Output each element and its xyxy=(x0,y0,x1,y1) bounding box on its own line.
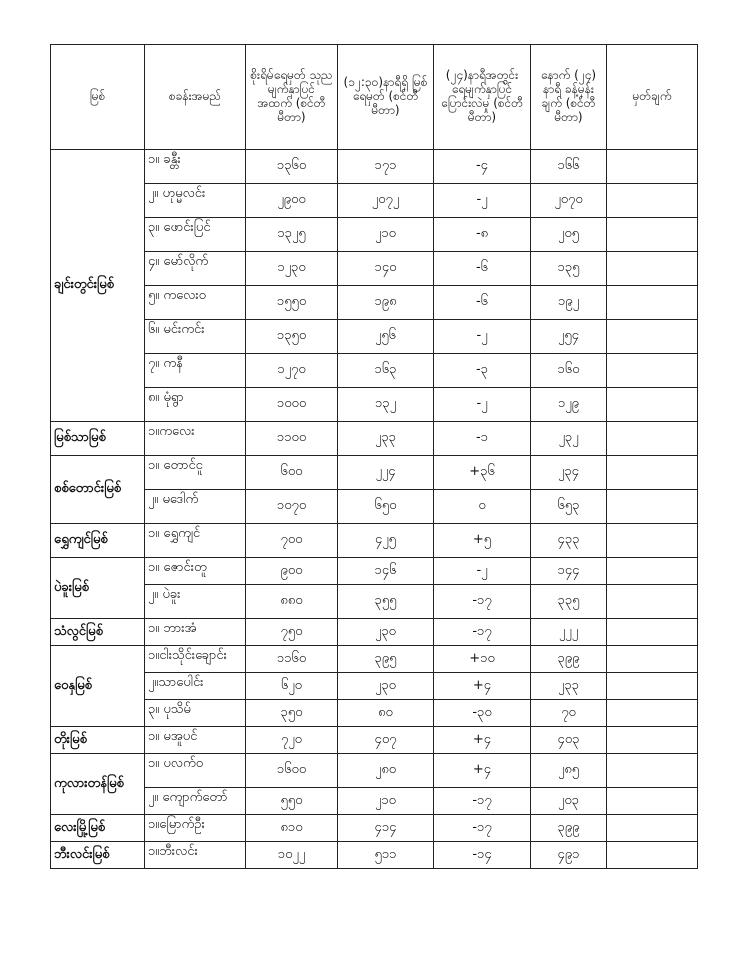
change-cell: -၁၇ xyxy=(434,788,531,815)
change-cell: +၃၆ xyxy=(434,456,531,490)
change-cell: +၄ xyxy=(434,727,531,754)
change-cell: +၅ xyxy=(434,524,531,558)
station-name: ၂။သာပေါင်း xyxy=(145,673,246,700)
change-cell: -၁၇ xyxy=(434,619,531,646)
forecast-cell: ၄၉၁ xyxy=(531,842,607,869)
station-name: ၇။ ကနီ xyxy=(145,354,246,388)
remark-cell xyxy=(607,619,698,646)
change-cell: -၂ xyxy=(434,320,531,354)
remark-cell xyxy=(607,754,698,788)
table-row xyxy=(51,490,698,524)
danger-level-cell: ၅၅၀ xyxy=(246,788,338,815)
observed-level-cell: ၃၅၅ xyxy=(338,585,434,619)
forecast-cell: ၂၀၇၀ xyxy=(531,184,607,218)
forecast-cell: ၂၃၂ xyxy=(531,422,607,456)
remark-cell xyxy=(607,456,698,490)
danger-level-cell: ၁၂၃၀ xyxy=(246,252,338,286)
table-row xyxy=(51,754,698,788)
danger-level-cell: ၂၉၀၀ xyxy=(246,184,338,218)
danger-level-cell: ၁၃၂၅ xyxy=(246,218,338,252)
remark-cell xyxy=(607,842,698,869)
observed-level-cell: ၆၅၀ xyxy=(338,490,434,524)
station-name: ၂။ ဟုမ္မလင်း xyxy=(145,184,246,218)
table-row xyxy=(51,422,698,456)
observed-level-cell: ၈၀ xyxy=(338,700,434,727)
observed-level-cell: ၂၀၇၂ xyxy=(338,184,434,218)
header-forecast-24h: နောက် (၂၄) နာရီ ခန့်မှန်းချက် (စင်တီမီတာ) xyxy=(531,45,607,150)
table-row xyxy=(51,218,698,252)
observed-level-cell: ၁၃၂ xyxy=(338,388,434,422)
station-name: ၃။ ပုသိမ် xyxy=(145,700,246,727)
station-name: ၁။ ဇောင်းတူ xyxy=(145,558,246,585)
change-cell: -၃၀ xyxy=(434,700,531,727)
remark-cell xyxy=(607,354,698,388)
change-cell: +၄ xyxy=(434,754,531,788)
river-name: ဝေနှမြစ် xyxy=(51,646,145,727)
change-cell: -၁၇ xyxy=(434,815,531,842)
table-row xyxy=(51,354,698,388)
table-row xyxy=(51,524,698,558)
forecast-cell: ၁၃၅ xyxy=(531,252,607,286)
remark-cell xyxy=(607,558,698,585)
table-header xyxy=(51,45,698,150)
change-cell: -၂ xyxy=(434,558,531,585)
remark-cell xyxy=(607,422,698,456)
observed-level-cell: ၄၂၅ xyxy=(338,524,434,558)
station-name: ၂။ ကျောက်တော် xyxy=(145,788,246,815)
header-danger-level: စိုးရိမ်ရေမှတ် သုညမျက်နှာပြင် အထက် (စင်တီမီတာ) xyxy=(246,45,338,150)
forecast-cell: ၂၅၄ xyxy=(531,320,607,354)
header-change-24h: (၂၄)နာရီအတွင်း ရေမျက်နှာပြင် ပြောင်းလဲမှု (စင်တီမီတာ) xyxy=(434,45,531,150)
change-cell: +၄ xyxy=(434,673,531,700)
remark-cell xyxy=(607,490,698,524)
forecast-cell: ၁၉၂ xyxy=(531,286,607,320)
danger-level-cell: ၁၀၀၀ xyxy=(246,388,338,422)
station-name: ၂။ ပဲခူး xyxy=(145,585,246,619)
observed-level-cell: ၂၂၄ xyxy=(338,456,434,490)
remark-cell xyxy=(607,727,698,754)
observed-level-cell: ၁၉၈ xyxy=(338,286,434,320)
danger-level-cell: ၉၀၀ xyxy=(246,558,338,585)
change-cell: -၄ xyxy=(434,150,531,184)
table-row xyxy=(51,700,698,727)
table-row xyxy=(51,842,698,869)
forecast-cell: ၂၃၃ xyxy=(531,673,607,700)
table-row xyxy=(51,727,698,754)
change-cell: -၈ xyxy=(434,218,531,252)
danger-level-cell: ၆၀၀ xyxy=(246,456,338,490)
station-name: ၁။ ရွှေကျင် xyxy=(145,524,246,558)
station-name: ၂။ မဒေါက် xyxy=(145,490,246,524)
remark-cell xyxy=(607,252,698,286)
change-cell: -၁၇ xyxy=(434,585,531,619)
forecast-cell: ၁၆၀ xyxy=(531,354,607,388)
station-name: ၁။မြောက်ဦး xyxy=(145,815,246,842)
danger-level-cell: ၁၀၇၀ xyxy=(246,490,338,524)
remark-cell xyxy=(607,388,698,422)
forecast-cell: ၃၉၉ xyxy=(531,646,607,673)
table-row xyxy=(51,184,698,218)
forecast-cell: ၃၉၉ xyxy=(531,815,607,842)
table-row xyxy=(51,619,698,646)
river-name: ရွှေကျင်မြစ် xyxy=(51,524,145,558)
table-row xyxy=(51,646,698,673)
river-water-level-table xyxy=(50,44,698,869)
table-row xyxy=(51,815,698,842)
table-body xyxy=(51,150,698,869)
danger-level-cell: ၁၁၆၀ xyxy=(246,646,338,673)
danger-level-cell: ၁၂၇၀ xyxy=(246,354,338,388)
danger-level-cell: ၆၂၀ xyxy=(246,673,338,700)
forecast-cell: ၁၄၄ xyxy=(531,558,607,585)
forecast-cell: ၂၂၂ xyxy=(531,619,607,646)
table-row xyxy=(51,585,698,619)
station-name: ၁။ မအူပင် xyxy=(145,727,246,754)
change-cell: +၁၀ xyxy=(434,646,531,673)
remark-cell xyxy=(607,150,698,184)
station-name: ၁။ကလေး xyxy=(145,422,246,456)
change-cell: -၂ xyxy=(434,184,531,218)
change-cell: -၆ xyxy=(434,286,531,320)
station-name: ၈။ မုံရွာ xyxy=(145,388,246,422)
change-cell: -၆ xyxy=(434,252,531,286)
forecast-cell: ၁၆၆ xyxy=(531,150,607,184)
river-name: ဘီးလင်းမြစ် xyxy=(51,842,145,869)
station-name: ၁။ဘီးလင်း xyxy=(145,842,246,869)
danger-level-cell: ၈၈၀ xyxy=(246,585,338,619)
observed-level-cell: ၂၅၆ xyxy=(338,320,434,354)
header-river: မြစ် xyxy=(51,45,145,150)
observed-level-cell: ၅၁၁ xyxy=(338,842,434,869)
station-name: ၁။ တောင်ငူ xyxy=(145,456,246,490)
station-name: ၄။ မော်လိုက် xyxy=(145,252,246,286)
header-row xyxy=(51,45,698,150)
table-row xyxy=(51,150,698,184)
river-name: စစ်တောင်းမြစ် xyxy=(51,456,145,524)
danger-level-cell: ၁၁၀၀ xyxy=(246,422,338,456)
station-name: ၁။ ခန္တီး xyxy=(145,150,246,184)
table-row xyxy=(51,320,698,354)
change-cell: -၃ xyxy=(434,354,531,388)
river-name: တိုးမြစ် xyxy=(51,727,145,754)
river-name: ကုလားတန်မြစ် xyxy=(51,754,145,815)
observed-level-cell: ၃၉၅ xyxy=(338,646,434,673)
danger-level-cell: ၁၀၂၂ xyxy=(246,842,338,869)
observed-level-cell: ၂၃၀ xyxy=(338,619,434,646)
danger-level-cell: ၁၆၀၀ xyxy=(246,754,338,788)
change-cell: -၁၄ xyxy=(434,842,531,869)
observed-level-cell: ၁၆၃ xyxy=(338,354,434,388)
river-name: မြစ်သာမြစ် xyxy=(51,422,145,456)
remark-cell xyxy=(607,815,698,842)
station-name: ၁။ငါးသိုင်းချောင်း xyxy=(145,646,246,673)
header-observed-level: (၁၂:၃၀)နာရီရှိ မြစ်ရေမှတ် (စင်တီမီတာ) xyxy=(338,45,434,150)
station-name: ၃။ ဖောင်းပြင် xyxy=(145,218,246,252)
observed-level-cell: ၄၁၄ xyxy=(338,815,434,842)
change-cell: -၂ xyxy=(434,388,531,422)
forecast-cell: ၂၃၄ xyxy=(531,456,607,490)
table-row xyxy=(51,286,698,320)
forecast-cell: ၃၃၅ xyxy=(531,585,607,619)
remark-cell xyxy=(607,673,698,700)
remark-cell xyxy=(607,524,698,558)
remark-cell xyxy=(607,218,698,252)
remark-cell xyxy=(607,320,698,354)
observed-level-cell: ၂၁၀ xyxy=(338,788,434,815)
forecast-cell: ၂၀၃ xyxy=(531,788,607,815)
forecast-cell: ၁၂၉ xyxy=(531,388,607,422)
header-station: စခန်းအမည် xyxy=(145,45,246,150)
change-cell: ၀ xyxy=(434,490,531,524)
danger-level-cell: ၁၃၆၀ xyxy=(246,150,338,184)
danger-level-cell: ၁၃၅၀ xyxy=(246,320,338,354)
danger-level-cell: ၃၅၀ xyxy=(246,700,338,727)
table-row xyxy=(51,558,698,585)
table-row xyxy=(51,388,698,422)
remark-cell xyxy=(607,646,698,673)
observed-level-cell: ၄၀၇ xyxy=(338,727,434,754)
river-name: လေးမြို့မြစ် xyxy=(51,815,145,842)
forecast-cell: ၆၅၃ xyxy=(531,490,607,524)
table-row xyxy=(51,673,698,700)
table-row xyxy=(51,252,698,286)
station-name: ၆။ မင်းကင်း xyxy=(145,320,246,354)
observed-level-cell: ၂၃၃ xyxy=(338,422,434,456)
station-name: ၁။ ဘားအံ xyxy=(145,619,246,646)
danger-level-cell: ၇၅၀ xyxy=(246,619,338,646)
remark-cell xyxy=(607,585,698,619)
danger-level-cell: ၁၅၅၀ xyxy=(246,286,338,320)
danger-level-cell: ၇၂၀ xyxy=(246,727,338,754)
station-name: ၅။ ကလေးဝ xyxy=(145,286,246,320)
danger-level-cell: ၈၁၀ xyxy=(246,815,338,842)
remark-cell xyxy=(607,700,698,727)
observed-level-cell: ၂၁၀ xyxy=(338,218,434,252)
observed-level-cell: ၁၄၆ xyxy=(338,558,434,585)
remark-cell xyxy=(607,788,698,815)
forecast-cell: ၂၀၅ xyxy=(531,218,607,252)
remark-cell xyxy=(607,286,698,320)
observed-level-cell: ၂၃၀ xyxy=(338,673,434,700)
observed-level-cell: ၁၄၀ xyxy=(338,252,434,286)
table-row xyxy=(51,788,698,815)
river-name: သံလွင်မြစ် xyxy=(51,619,145,646)
remark-cell xyxy=(607,184,698,218)
station-name: ၁။ ပလက်ဝ xyxy=(145,754,246,788)
forecast-cell: ၄၃၃ xyxy=(531,524,607,558)
danger-level-cell: ၇၀၀ xyxy=(246,524,338,558)
table-row xyxy=(51,456,698,490)
forecast-cell: ၇၀ xyxy=(531,700,607,727)
header-remark: မှတ်ချက် xyxy=(607,45,698,150)
change-cell: -၁ xyxy=(434,422,531,456)
observed-level-cell: ၂၈၀ xyxy=(338,754,434,788)
river-name: ပဲခူးမြစ် xyxy=(51,558,145,619)
observed-level-cell: ၁၇၁ xyxy=(338,150,434,184)
forecast-cell: ၄၀၃ xyxy=(531,727,607,754)
river-name: ချင်းတွင်းမြစ် xyxy=(51,150,145,422)
forecast-cell: ၂၈၅ xyxy=(531,754,607,788)
